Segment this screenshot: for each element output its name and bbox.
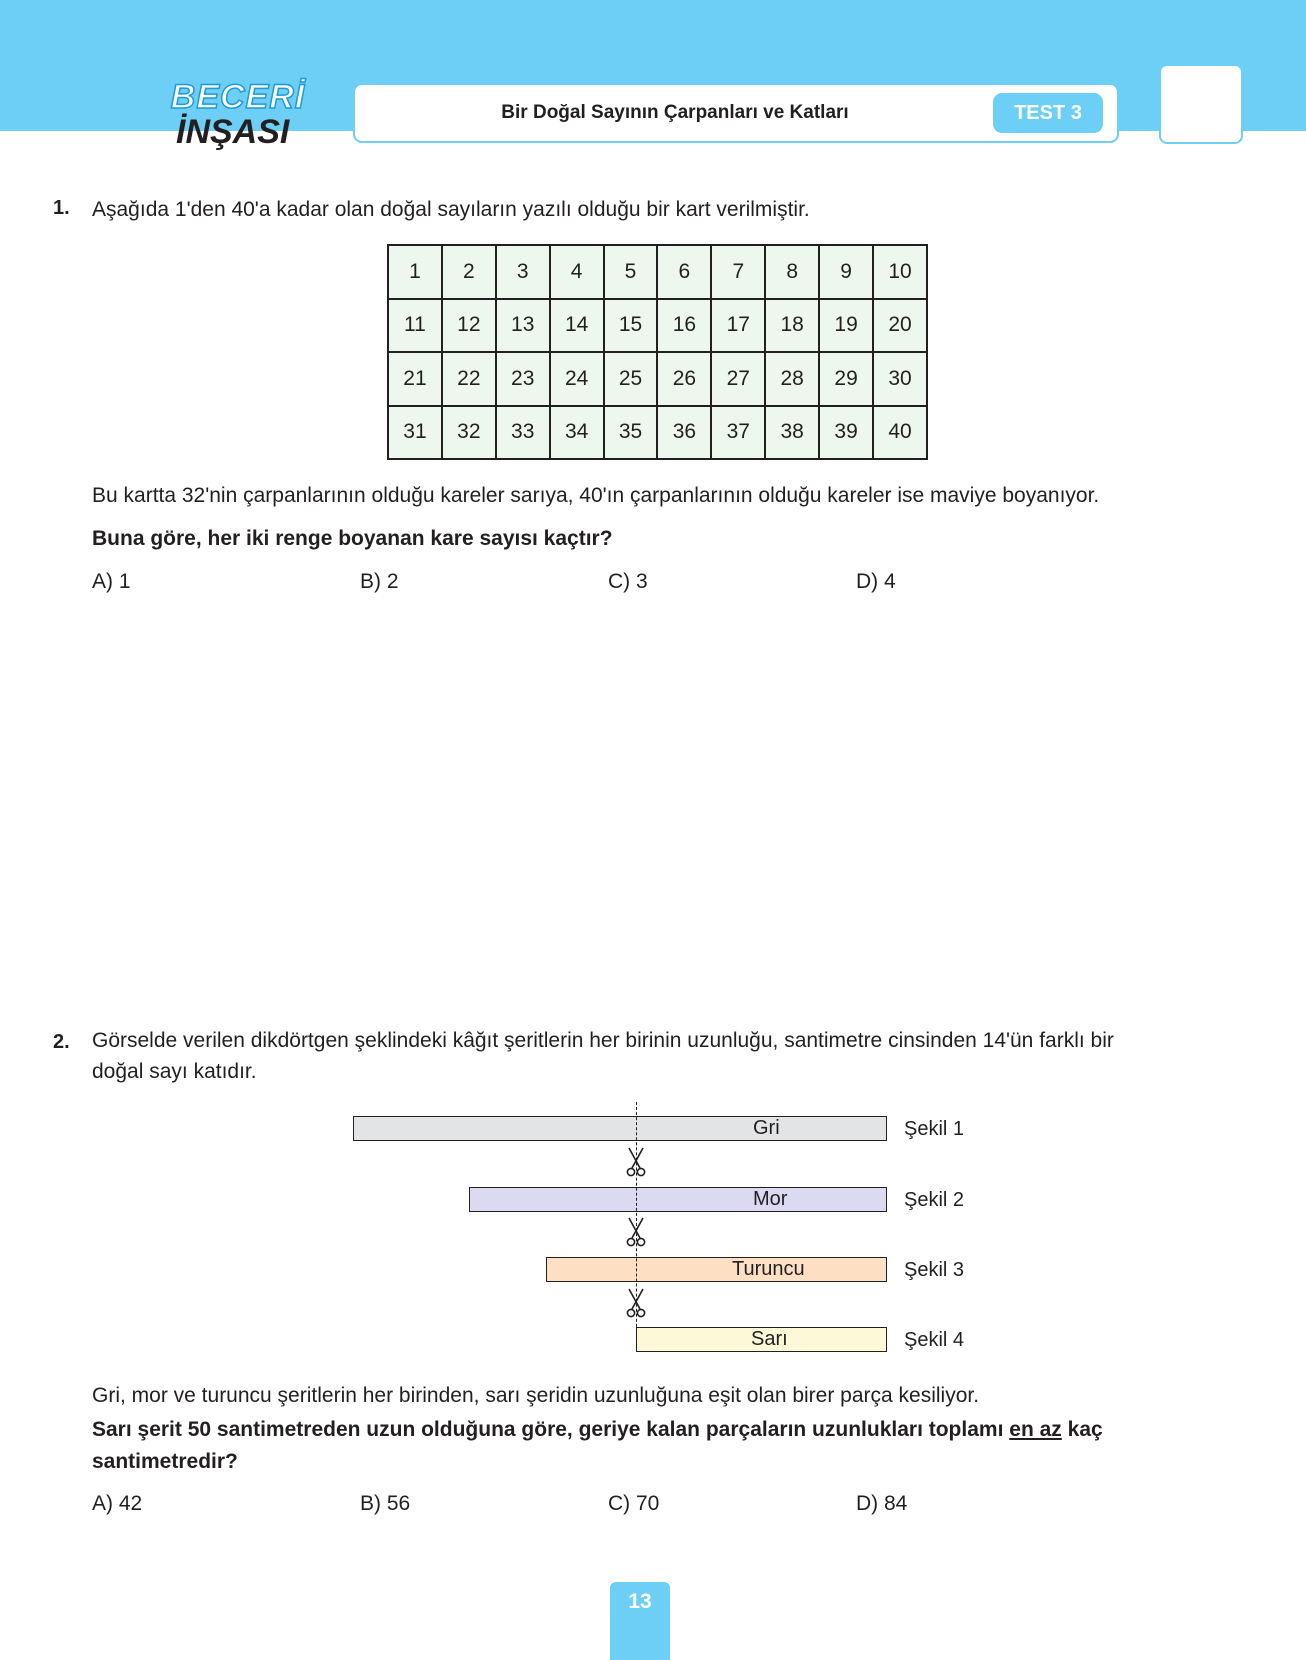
number-cell: 16	[657, 299, 711, 353]
number-cell: 38	[765, 406, 819, 460]
number-cell: 39	[819, 406, 873, 460]
question-1-intro: Aşağıda 1'den 40'a kadar olan doğal sayıların yazılı olduğu bir kart verilmiştir.	[92, 198, 810, 221]
question-1-statement: Bu kartta 32'nin çarpanlarının olduğu kareler sarıya, 40'ın çarpanlarının olduğu kareler ise maviye boyanıyor.	[92, 484, 1100, 507]
test-badge: TEST 3	[993, 93, 1103, 133]
number-cell: 13	[496, 299, 550, 353]
page-number: 13	[628, 1590, 652, 1613]
strip-mor-label: Mor	[753, 1188, 788, 1210]
page-title: Bir Doğal Sayının Çarpanları ve Katları	[501, 102, 849, 123]
number-cell: 1	[388, 245, 442, 299]
strip-gri-label: Gri	[753, 1117, 780, 1139]
scissors-icon	[624, 1146, 648, 1178]
question-2-question-part2: kaç	[1067, 1418, 1103, 1441]
number-cell: 29	[819, 352, 873, 406]
number-cell: 7	[711, 245, 765, 299]
page-number-tab	[610, 1582, 670, 1660]
q1-option-d[interactable]: D) 4	[856, 570, 896, 593]
number-cell: 12	[442, 299, 496, 353]
scissors-icon	[624, 1216, 648, 1248]
q2-option-d[interactable]: D) 84	[856, 1492, 908, 1515]
table-row	[388, 245, 927, 299]
strip-sari-label: Sarı	[751, 1328, 788, 1350]
number-cell: 32	[442, 406, 496, 460]
strip-sari	[636, 1327, 887, 1352]
corner-box	[1159, 64, 1243, 144]
q1-option-a[interactable]: A) 1	[92, 570, 131, 593]
number-cell: 33	[496, 406, 550, 460]
table-row	[388, 352, 927, 406]
number-cell: 30	[873, 352, 927, 406]
figure-3-label: Şekil 3	[904, 1259, 965, 1281]
question-2-intro-line2: doğal sayı katıdır.	[92, 1060, 257, 1083]
number-card-table	[387, 244, 928, 460]
number-cell: 28	[765, 352, 819, 406]
number-cell: 40	[873, 406, 927, 460]
logo-top-text: BECERİ	[170, 78, 306, 116]
brand-logo	[158, 80, 323, 150]
figure-2-label: Şekil 2	[904, 1189, 965, 1211]
number-cell: 24	[550, 352, 604, 406]
number-cell: 19	[819, 299, 873, 353]
number-cell: 31	[388, 406, 442, 460]
number-cell: 5	[604, 245, 658, 299]
number-cell: 37	[711, 406, 765, 460]
number-cell: 6	[657, 245, 711, 299]
number-cell: 22	[442, 352, 496, 406]
strip-turuncu-label: Turuncu	[732, 1258, 805, 1280]
number-cell: 14	[550, 299, 604, 353]
figure-4-label: Şekil 4	[904, 1329, 965, 1351]
question-2-number: 2.	[53, 1031, 70, 1053]
strip-mor	[469, 1187, 887, 1212]
q1-option-b[interactable]: B) 2	[360, 570, 399, 593]
question-2-statement: Gri, mor ve turuncu şeritlerin her birinden, sarı şeridin uzunluğuna eşit olan birer parça kesiliyor.	[92, 1384, 980, 1407]
number-cell: 34	[550, 406, 604, 460]
number-cell: 21	[388, 352, 442, 406]
number-cell: 17	[711, 299, 765, 353]
question-2-question	[92, 1414, 1292, 1445]
q2-option-a[interactable]: A) 42	[92, 1492, 143, 1515]
number-cell: 25	[604, 352, 658, 406]
q1-option-c[interactable]: C) 3	[608, 570, 648, 593]
question-2-question-line2: santimetredir?	[92, 1450, 238, 1473]
number-cell: 36	[657, 406, 711, 460]
number-cell: 20	[873, 299, 927, 353]
scissors-icon	[624, 1287, 648, 1319]
strip-turuncu	[546, 1257, 887, 1282]
strip-gri	[353, 1116, 887, 1141]
question-2-question-part1: Sarı şerit 50 santimetreden uzun olduğuna göre, geriye kalan parçaların uzunlukları toplamı	[92, 1418, 1004, 1441]
question-2-underlined: en az	[1009, 1418, 1062, 1441]
q2-option-c[interactable]: C) 70	[608, 1492, 660, 1515]
title-box	[353, 83, 1119, 143]
logo-bottom-text: İNŞASI	[176, 113, 290, 151]
question-2-intro-line1: Görselde verilen dikdörtgen şeklindeki kâğıt şeritlerin her birinin uzunluğu, santimetre cinsinden 14'ün farklı bir	[92, 1029, 1114, 1052]
number-cell: 23	[496, 352, 550, 406]
number-cell: 2	[442, 245, 496, 299]
number-cell: 27	[711, 352, 765, 406]
number-cell: 10	[873, 245, 927, 299]
number-cell: 3	[496, 245, 550, 299]
number-cell: 9	[819, 245, 873, 299]
q2-option-b[interactable]: B) 56	[360, 1492, 411, 1515]
number-cell: 18	[765, 299, 819, 353]
number-cell: 11	[388, 299, 442, 353]
number-cell: 8	[765, 245, 819, 299]
question-1-question: Buna göre, her iki renge boyanan kare sayısı kaçtır?	[92, 527, 613, 550]
table-row	[388, 406, 927, 460]
table-row	[388, 299, 927, 353]
number-cell: 4	[550, 245, 604, 299]
number-cell: 15	[604, 299, 658, 353]
number-cell: 26	[657, 352, 711, 406]
question-1-number: 1.	[53, 197, 70, 219]
figure-1-label: Şekil 1	[904, 1118, 965, 1140]
number-cell: 35	[604, 406, 658, 460]
